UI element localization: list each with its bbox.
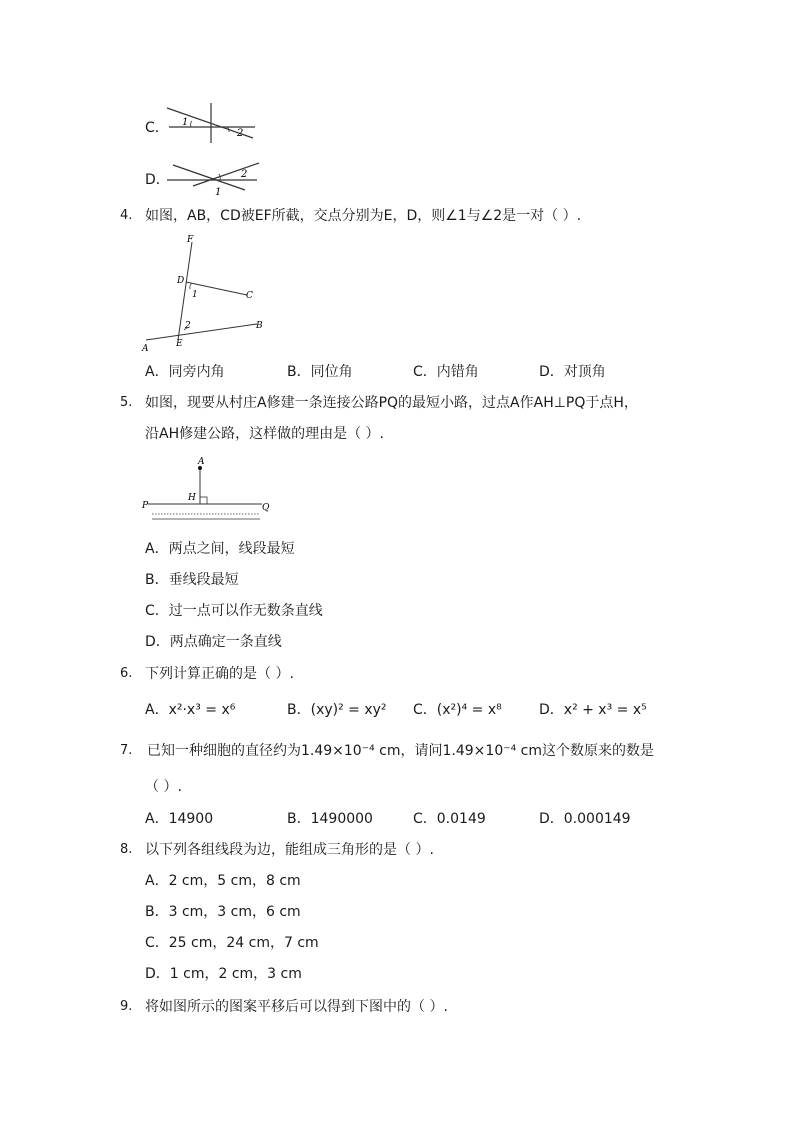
q7-option-a: A．14900 [145, 811, 214, 827]
q7-option-b: B．1490000 [287, 811, 373, 827]
q7-text-line2: （ ）. [145, 779, 182, 795]
q4-label-c: C [246, 291, 253, 301]
q3-option-c-label: C． [145, 120, 169, 136]
q5-option-c: C．过一点可以作无数条直线 [145, 603, 323, 619]
q4-text: 如图，AB，CD被EF所截，交点分别为E，D，则∠1与∠2是一对（ ）. [145, 208, 582, 224]
q5-option-d: D．两点确定一条直线 [145, 634, 282, 650]
q8-text: 以下列各组线段为边，能组成三角形的是（ ）. [145, 842, 434, 858]
q3d-angle-1: 1 [215, 187, 222, 198]
q6-option-d: D．x² + x³ = x⁵ [539, 702, 647, 718]
q3c-angle-1: 1 [182, 117, 189, 128]
q5-label-a: A [198, 457, 205, 467]
q5-figure [140, 455, 280, 525]
q8-option-d: D．1 cm，2 cm，3 cm [145, 966, 302, 982]
q4-option-b: B．同位角 [287, 364, 353, 380]
q4-label-b: B [256, 321, 263, 331]
q3-option-d-figure [165, 158, 265, 198]
q6-text: 下列计算正确的是（ ）. [145, 666, 294, 682]
q6-option-c: C．(x²)⁴ = x⁸ [413, 702, 502, 718]
q6-option-a: A．x²·x³ = x⁶ [145, 702, 236, 718]
q4-option-d: D．对顶角 [539, 364, 606, 380]
q5-option-a: A．两点之间，线段最短 [145, 541, 295, 557]
q4-label-d: D [177, 276, 185, 286]
q7-option-d: D．0.000149 [539, 811, 631, 827]
q4-option-a: A．同旁内角 [145, 364, 225, 380]
q5-text-line2: 沿AH修建公路，这样做的理由是（ ）. [145, 426, 385, 442]
q5-label-q: Q [262, 503, 270, 513]
q7-option-c: C．0.0149 [413, 811, 486, 827]
q7-text-line1: 已知一种细胞的直径约为1.49×10⁻⁴ cm，请问1.49×10⁻⁴ cm这个数原来的数是 [147, 743, 655, 759]
q5-option-b: B．垂线段最短 [145, 572, 239, 588]
q5-number: 5. [120, 395, 133, 410]
q4-number: 4. [120, 208, 133, 223]
q8-option-b: B．3 cm，3 cm，6 cm [145, 904, 301, 920]
q3c-angle-2: 2 [237, 128, 244, 139]
q4-label-2: 2 [185, 321, 191, 331]
q4-label-e: E [176, 339, 183, 349]
q8-option-a: A．2 cm，5 cm，8 cm [145, 873, 301, 889]
q5-label-p: P [142, 501, 149, 511]
q8-number: 8. [120, 842, 133, 857]
q3-option-c-figure [165, 100, 260, 145]
q7-number: 7. [120, 743, 133, 758]
q4-label-1: 1 [192, 290, 198, 300]
q8-option-c: C．25 cm，24 cm，7 cm [145, 935, 319, 951]
q3d-angle-2: 2 [241, 169, 248, 180]
q4-label-f: F [187, 235, 194, 245]
q9-text: 将如图所示的图案平移后可以得到下图中的（ ）. [145, 999, 448, 1015]
q4-option-c: C．内错角 [413, 364, 479, 380]
q5-label-h: H [188, 493, 196, 503]
q9-number: 9. [120, 999, 133, 1014]
q3-option-d-label: D． [145, 172, 170, 188]
q4-figure [140, 232, 270, 354]
q5-text-line1: 如图，现要从村庄A修建一条连接公路PQ的最短小路，过点A作AH⊥PQ于点H， [145, 395, 638, 411]
q4-label-a: A [142, 344, 149, 354]
q6-number: 6. [120, 666, 133, 681]
q6-option-b: B．(xy)² = xy² [287, 702, 387, 718]
